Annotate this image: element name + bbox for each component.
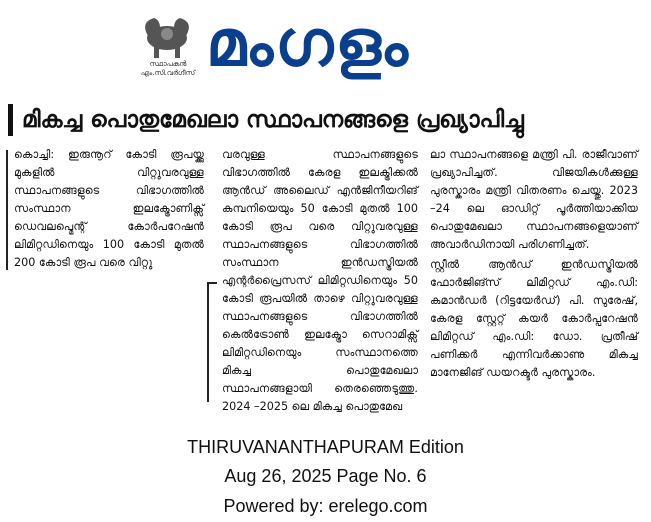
column-3-text-a: ലാ സ്ഥാപനങ്ങളെ മന്ത്രി പി. രാജീവാണ് പ്രഖ്യാപിച്ചത്. വിജയികൾക്കുള്ള പുരസ്കാരം മന്ത്രി വിതരണം ചെയ്തു. 2023 –24 ലെ ഓഡിറ്റ് പൂർത്തിയാക്കിയ പൊതുമേഖലാ സ്ഥാപനങ്ങളെയാണ് അവാർഡിനായി പരിഗണിച്ചത്. [430, 148, 638, 251]
article-column-2 [222, 146, 418, 418]
column-1-text: കൊച്ചി: ഇരുനൂറ് കോടി രൂപയ്ക്കു മുകളിൽ വിറ്റുവരവുള്ള സ്ഥാപനങ്ങളുടെ വിഭാഗത്തിൽ സംസ്ഥാന ഇലക്ട്രോണിക്സ് ഡെവലപ്മെന്റ് കോർപറേഷൻ ലിമിറ്റഡിനെയും 100 കോടി മുതൽ 200 കോടി രൂപ വരെ വിറ്റു [14, 148, 204, 269]
article-column-1 [14, 146, 204, 274]
newspaper-logo: മംഗളം [206, 7, 410, 81]
edition-label: THIRUVANANTHAPURAM Edition [187, 437, 464, 457]
emblem-caption-line2: എം.സി.വർഗീസ് [140, 69, 196, 77]
powered-by-label: Powered by: erelego.com [223, 496, 428, 516]
article-column-3 [430, 146, 638, 384]
emblem-caption-line1: സ്ഥാപകൻ [149, 60, 187, 68]
column-3-text-b: സ്റ്റീൽ ആൻഡ് ഇൻഡസ്ട്രിയൽ ഫോർജിങ്സ് ലിമിറ്റഡ് എം.ഡി: കമാൻഡർ (റിട്ടയേർഡ്) പി. സുരേഷ്, കേരള സ്റ്റേറ്റ് കയർ കോർപ്പറേഷൻ ലിമിറ്റഡ് എം.ഡി: ഡോ. പ്രതീഷ് പണിക്കർ എന്നിവർക്കാണു മികച്ച മാനേജിങ് ഡയറക്ടർ പുരസ്കാരം. [430, 258, 638, 379]
headline-accent-bar [8, 104, 13, 136]
column-rule-left [6, 150, 8, 270]
date-page-label: Aug 26, 2025 Page No. 6 [224, 466, 427, 486]
column-rule-middle [207, 282, 209, 402]
article-headline: മികച്ച പൊതുമേഖലാ സ്ഥാപനങ്ങളെ പ്രഖ്യാപിച്ചു [22, 107, 524, 133]
masthead [0, 0, 651, 92]
column-2-text: വരവുള്ള സ്ഥാപനങ്ങളുടെ വിഭാഗത്തിൽ കേരള ഇലക്ട്രിക്കൽ ആൻഡ് അലൈഡ് എൻജിനീയറിങ് കമ്പനിയെയും 50 കോടി മുതൽ 100 കോടി രൂപ വരെ വിറ്റുവരവുള്ള സ്ഥാപനങ്ങളുടെ വിഭാഗത്തിൽ സംസ്ഥാന ഇൻഡസ്ട്രിയൽ എന്റർപ്രൈസസ് ലിമിറ്റഡിനെയും 50 കോടി രൂപയിൽ താഴെ വിറ്റുവരവുള്ള സ്ഥാപനങ്ങളുടെ വിഭാഗത്തിൽ കെൽട്രോൺ ഇലക്ട്രോ സെറാമിക്സ് ലിമിറ്റഡിനെയും സംസ്ഥാനത്തെ മികച്ച പൊതുമേഖലാ സ്ഥാപനങ്ങളായി തെരഞ്ഞെടുത്തു. 2024 –2025 ലെ മികച്ച പൊതുമേഖ [222, 148, 418, 413]
emblem-caption [126, 60, 210, 78]
